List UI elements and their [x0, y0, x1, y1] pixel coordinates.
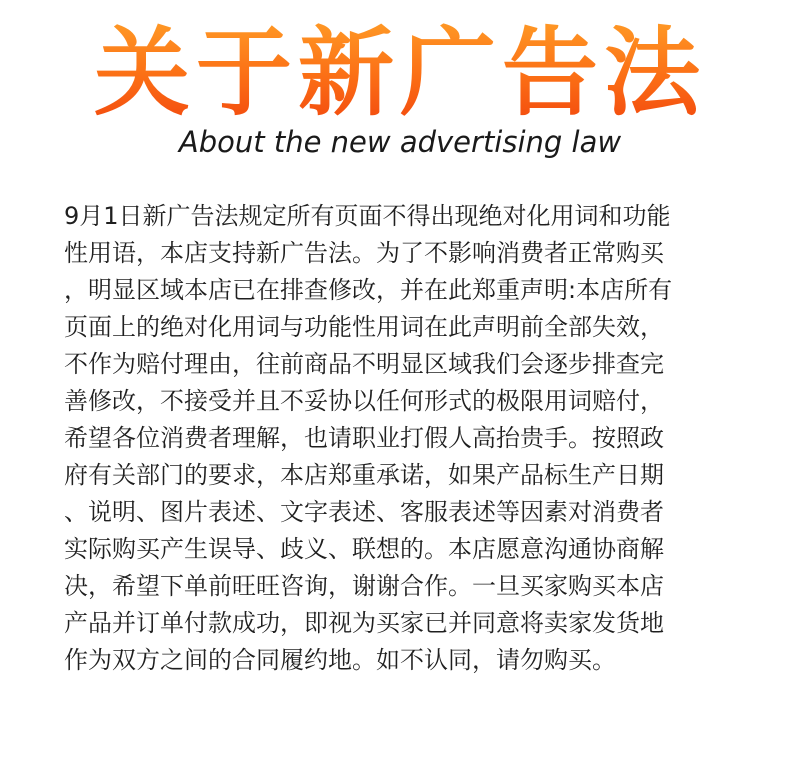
notice-line: 实际购买产生误导、歧义、联想的。本店愿意沟通协商解 — [64, 535, 664, 563]
notice-line: 希望各位消费者理解，也请职业打假人高抬贵手。按照政 — [64, 424, 664, 452]
notice-line: 决，希望下单前旺旺咨询，谢谢合作。一旦买家购买本店 — [64, 572, 664, 600]
page-title: 关于新广告法 — [0, 18, 800, 128]
notice-line: 府有关部门的要求，本店郑重承诺，如果产品标生产日期 — [64, 461, 664, 489]
notice-line: 作为双方之间的合同履约地。如不认同，请勿购买。 — [64, 646, 616, 674]
notice-line: 产品并订单付款成功，即视为买家已并同意将卖家发货地 — [64, 609, 664, 637]
notice-line: 、说明、图片表述、文字表述、客服表述等因素对消费者 — [64, 498, 664, 526]
notice-line: ，明显区域本店已在排查修改，并在此郑重声明:本店所有 — [64, 276, 673, 304]
notice-line: 性用语，本店支持新广告法。为了不影响消费者正常购买 — [64, 239, 664, 267]
notice-line: 9月1日新广告法规定所有页面不得出现绝对化用词和功能 — [64, 202, 671, 230]
notice-line: 不作为赔付理由，往前商品不明显区域我们会逐步排查完 — [64, 350, 664, 378]
notice-line: 页面上的绝对化用词与功能性用词在此声明前全部失效， — [64, 313, 664, 341]
notice-line: 善修改，不接受并且不妥协以任何形式的极限用词赔付， — [64, 387, 664, 415]
notice-body — [64, 198, 744, 679]
page-subtitle: About the new advertising law — [178, 125, 622, 159]
